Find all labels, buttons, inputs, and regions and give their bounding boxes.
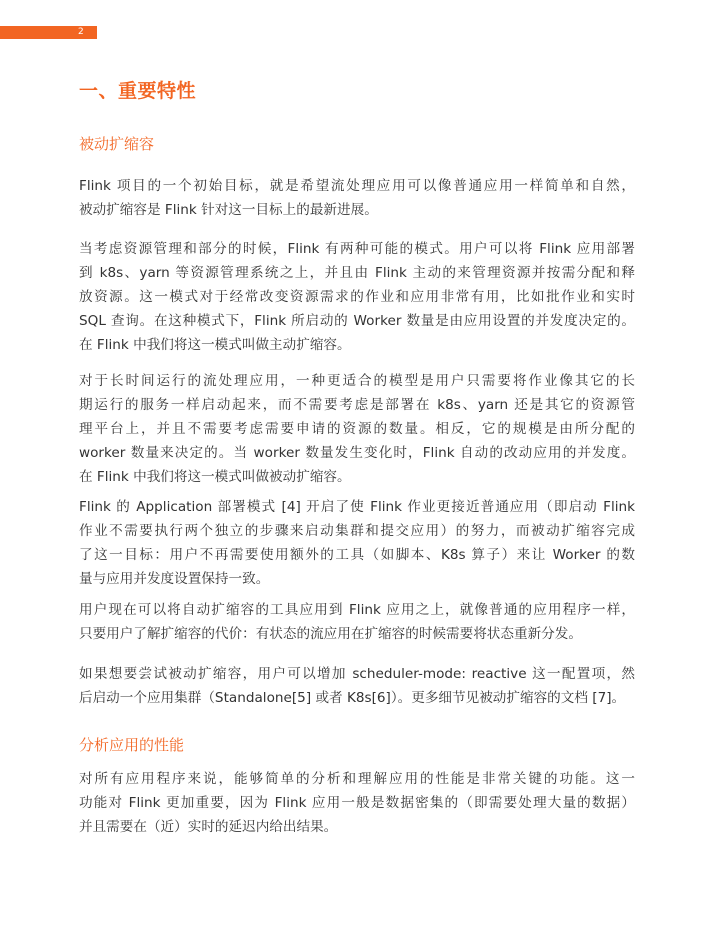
page-number-tab <box>0 26 97 39</box>
section-title-performance-analysis: 分析应用的性能 <box>79 736 185 754</box>
paragraph-line: worker 数量来决定的。当 worker 数量发生变化时，Flink 自动的改动应用的并发度。 <box>79 445 635 461</box>
paragraph-line: 作业不需要执行两个独立的步骤来启动集群和提交应用）的努力，而被动扩缩容完成 <box>79 523 635 539</box>
paragraph-5 <box>79 598 635 646</box>
paragraph-6 <box>79 662 635 710</box>
paragraph-7 <box>79 767 635 839</box>
paragraph-line: 功能对 Flink 更加重要，因为 Flink 应用一般是数据密集的（即需要处理大量的数据） <box>79 795 635 811</box>
paragraph-line: 用户现在可以将自动扩缩容的工具应用到 Flink 应用之上，就像普通的应用程序一样， <box>79 602 635 618</box>
paragraph-line: 理平台上，并且不需要考虑需要申请的资源的数量。相反，它的规模是由所分配的 <box>79 421 635 437</box>
paragraph-line: 只要用户了解扩缩容的代价：有状态的流应用在扩缩容的时候需要将状态重新分发。 <box>79 626 582 642</box>
paragraph-1 <box>79 174 635 222</box>
heading-important-features: 一、重要特性 <box>79 80 197 102</box>
paragraph-line: 当考虑资源管理和部分的时候，Flink 有两种可能的模式。用户可以将 Flink 应用部署 <box>79 241 635 257</box>
paragraph-line: 量与应用并发度设置保持一致。 <box>79 571 270 587</box>
paragraph-line: 如果想要尝试被动扩缩容，用户可以增加 scheduler-mode: reactive 这一配置项，然 <box>79 666 635 682</box>
paragraph-line: Flink 的 Application 部署模式 [4] 开启了使 Flink 作业更接近普通应用（即启动 Flink <box>79 499 635 515</box>
paragraph-line: 后启动一个应用集群（Standalone[5] 或者 K8s[6]）。更多细节见被动扩缩容的文档 [7]。 <box>79 690 626 706</box>
paragraph-line: 在 Flink 中我们将这一模式叫做主动扩缩容。 <box>79 337 351 353</box>
paragraph-4 <box>79 495 635 591</box>
paragraph-line: 期运行的服务一样启动起来，而不需要考虑是部署在 k8s、yarn 还是其它的资源管 <box>79 397 635 413</box>
paragraph-2 <box>79 237 635 357</box>
paragraph-line: 了这一目标：用户不再需要使用额外的工具（如脚本、K8s 算子）来让 Worker 的数 <box>79 547 635 563</box>
paragraph-3 <box>79 369 635 489</box>
paragraph-line: 并且需要在（近）实时的延迟内给出结果。 <box>79 819 338 835</box>
section-title-reactive-scaling: 被动扩缩容 <box>79 135 155 153</box>
paragraph-line: 在 Flink 中我们将这一模式叫做被动扩缩容。 <box>79 469 351 485</box>
paragraph-line: 到 k8s、yarn 等资源管理系统之上，并且由 Flink 主动的来管理资源并按需分配和释 <box>79 265 635 281</box>
page-number: 2 <box>78 27 84 37</box>
paragraph-line: 对所有应用程序来说，能够简单的分析和理解应用的性能是非常关键的功能。这一 <box>79 771 635 787</box>
paragraph-line: Flink 项目的一个初始目标，就是希望流处理应用可以像普通应用一样简单和自然， <box>79 178 635 194</box>
paragraph-line: 被动扩缩容是 Flink 针对这一目标上的最新进展。 <box>79 202 378 218</box>
paragraph-line: SQL 查询。在这种模式下，Flink 所启动的 Worker 数量是由应用设置的并发度决定的。 <box>79 313 635 329</box>
paragraph-line: 对于长时间运行的流处理应用，一种更适合的模型是用户只需要将作业像其它的长 <box>79 373 635 389</box>
paragraph-line: 放资源。这一模式对于经常改变资源需求的作业和应用非常有用，比如批作业和实时 <box>79 289 635 305</box>
